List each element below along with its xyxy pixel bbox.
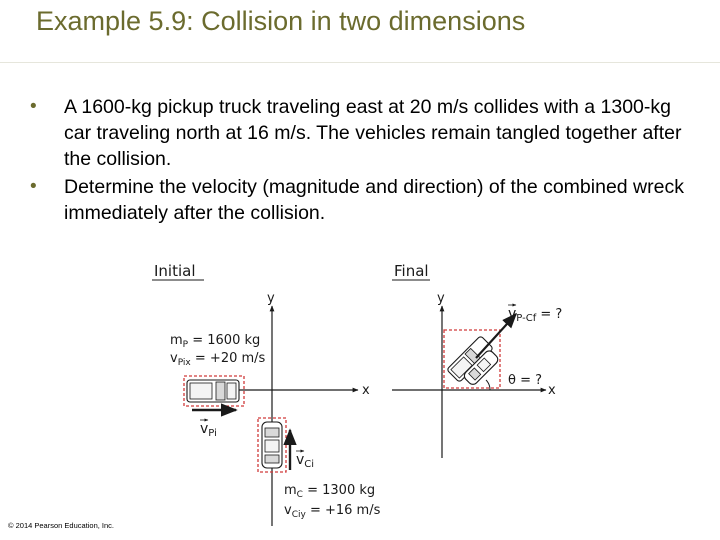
initial-y-axis-label: y: [267, 291, 275, 306]
bullet-text-task: Determine the velocity (magnitude and direction) of the combined wreck immediately after the collision.: [64, 176, 684, 224]
truck-mass-label: $m_P = 1600$ kg: [170, 333, 261, 350]
title-divider: [0, 62, 720, 63]
bullet-list: [28, 94, 688, 228]
bullet-text-problem: A 1600-kg pickup truck traveling east at 20 m/s collides with a 1300-kg car traveling north at 16 m/s. The vehicles remain tangled together after the collision.: [64, 96, 682, 170]
car-velocity-label: $v_{Ciy} = +16$ m/s: [284, 503, 381, 520]
copyright-notice: © 2014 Pearson Education, Inc.: [8, 521, 115, 530]
truck-top-view: [187, 380, 239, 402]
slide-title: Example 5.9: Collision in two dimensions: [36, 6, 526, 36]
wreck-top-view: [447, 336, 500, 387]
final-label: Final: [394, 262, 429, 280]
theta-label: θ = ?: [508, 373, 543, 388]
collision-diagram: [140, 258, 580, 530]
final-y-axis-label: y: [437, 291, 445, 306]
bullet-glyph: •: [30, 96, 37, 117]
initial-label: Initial: [154, 262, 196, 280]
bullet-glyph: •: [30, 176, 37, 197]
car-top-view: [262, 422, 282, 468]
bullet-item-task: [28, 174, 688, 226]
bullet-item-problem: [28, 94, 688, 172]
car-velocity-vector-label: $v_{Ci}$: [296, 452, 315, 470]
truck-velocity-vector-label: $v_{Pi}$: [200, 421, 217, 439]
wreck-velocity-vector-label: $v_{P-Cf}$ = ?: [508, 306, 563, 324]
initial-x-axis-label: x: [362, 383, 370, 398]
truck-velocity-label: $v_{Pix} = +20$ m/s: [170, 351, 266, 368]
final-x-axis-label: x: [548, 383, 556, 398]
car-mass-label: $m_C = 1300$ kg: [284, 483, 376, 500]
